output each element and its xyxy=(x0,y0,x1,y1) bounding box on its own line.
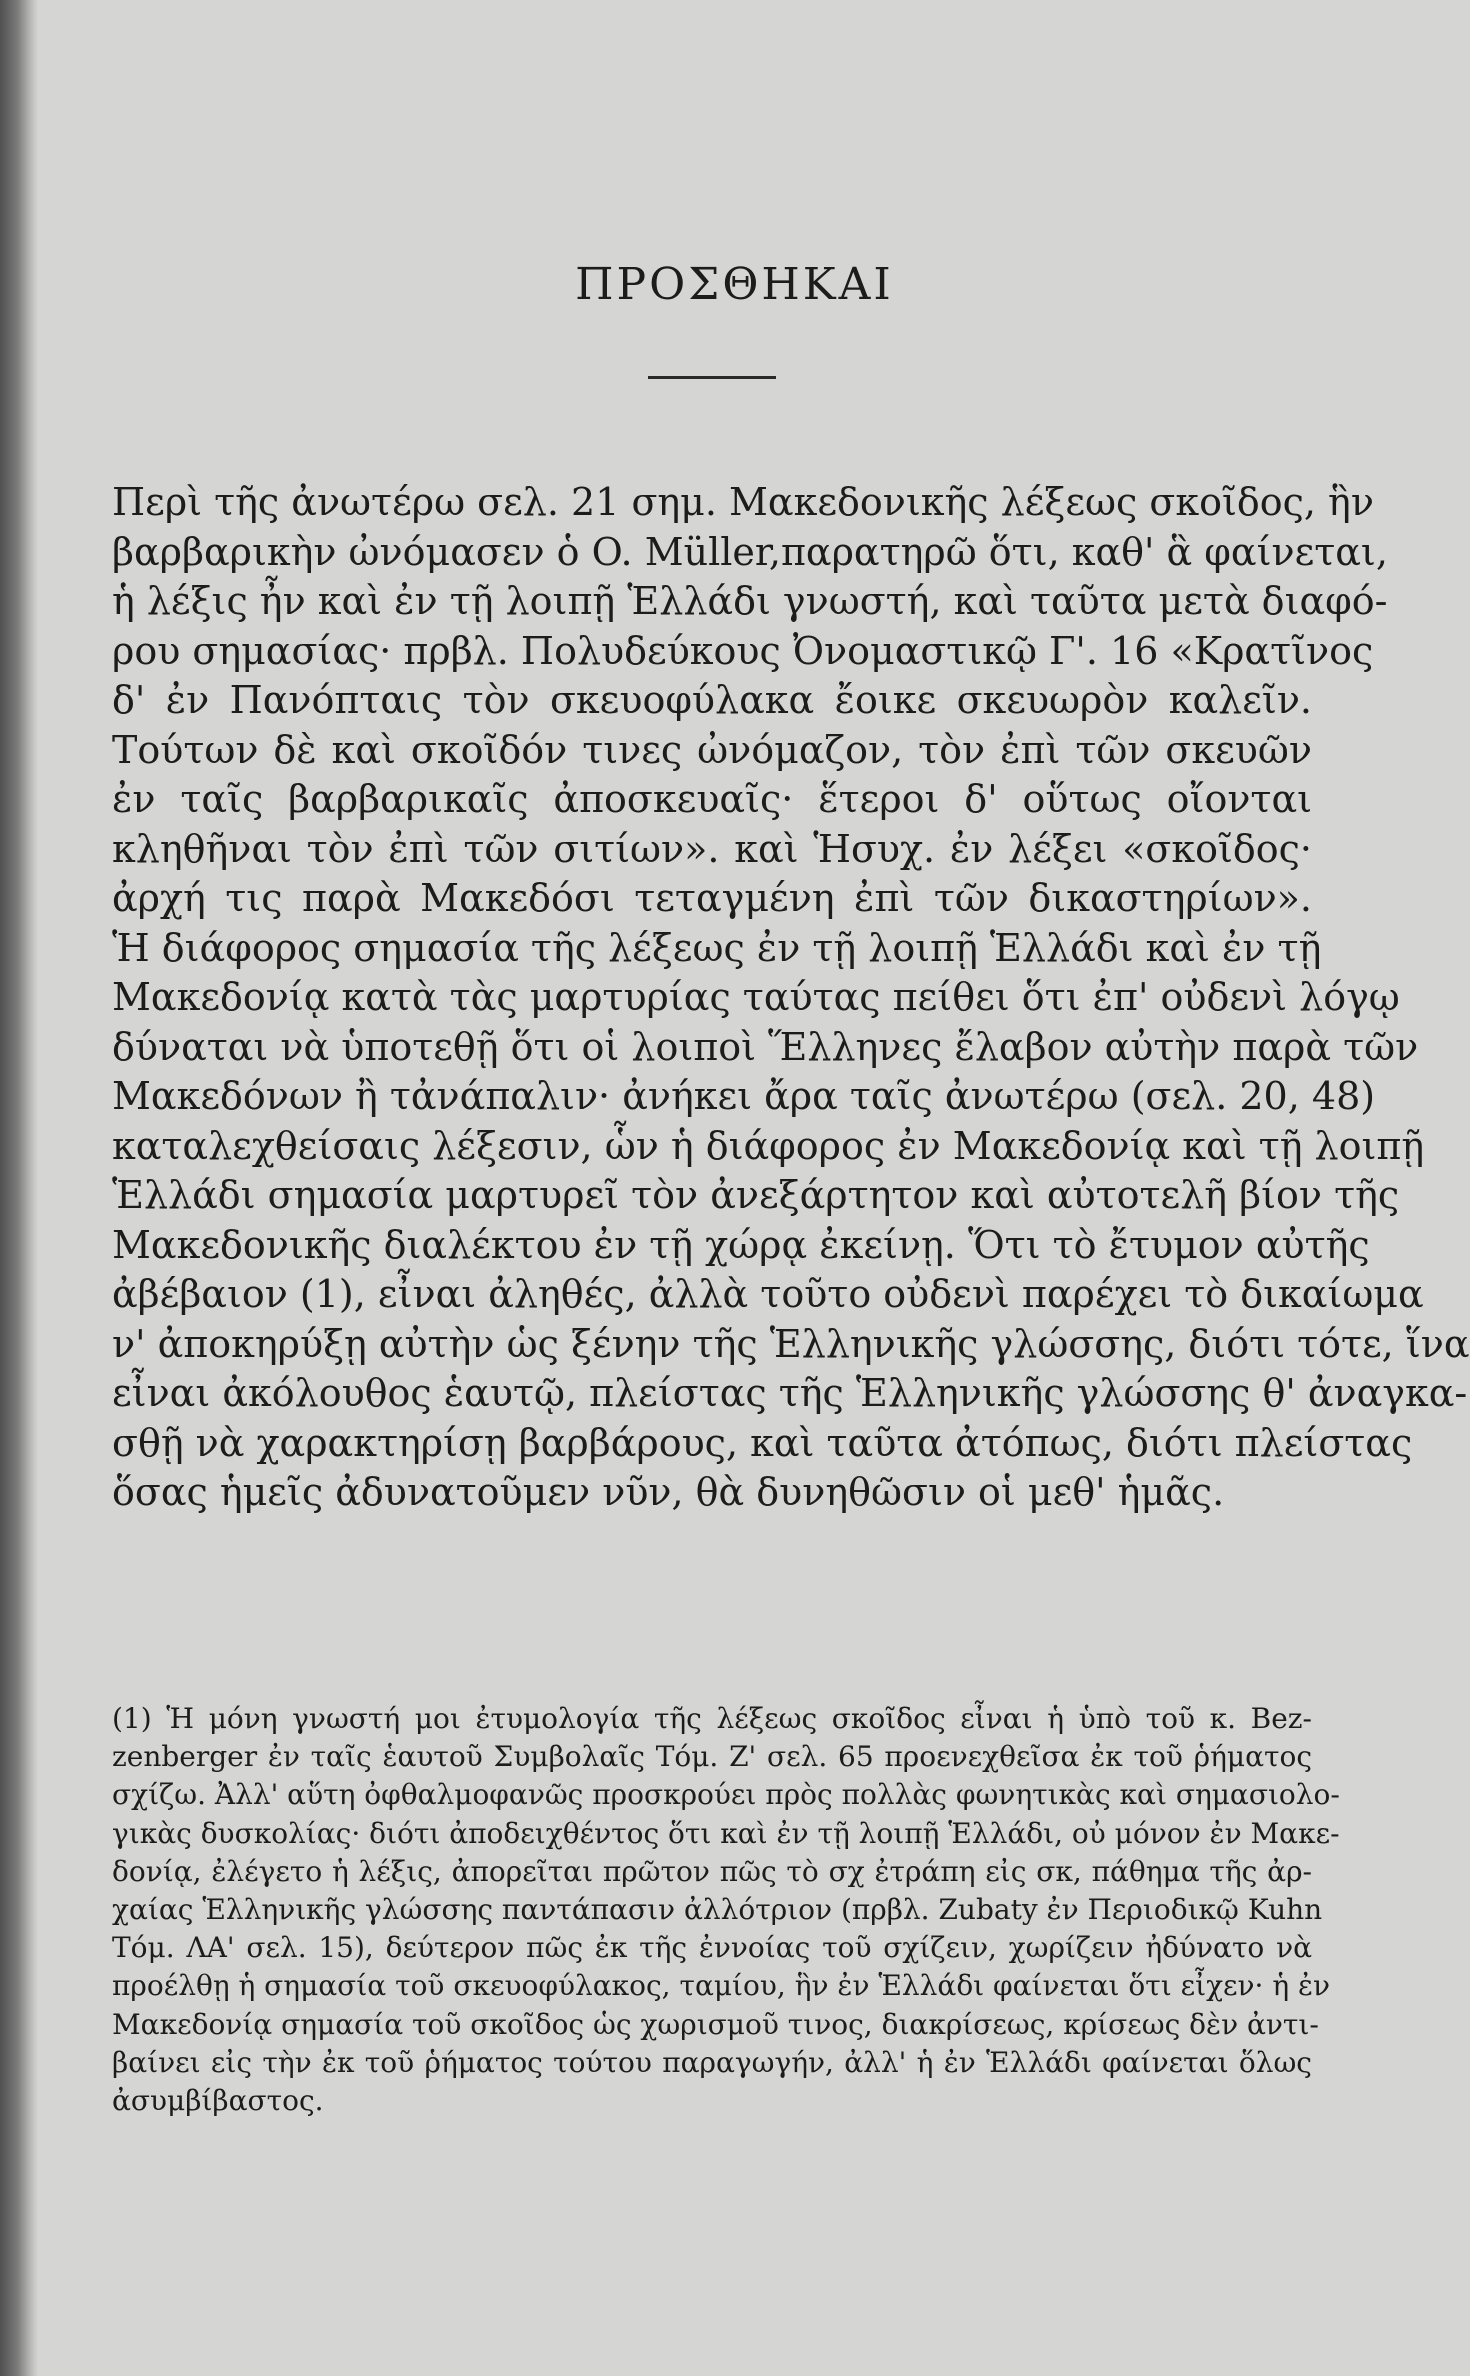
text-line: ἐν ταῖς βαρβαρικαῖς ἀποσκευαῖς· ἕτεροι δ' οὕτως οἴονται xyxy=(112,777,1312,821)
footnote-line: σχίζω. Ἀλλ' αὕτη ὀφθαλμοφανῶς προσκρούει πρὸς πολλὰς φωνητικὰς καὶ σημασιολο- xyxy=(112,1778,1340,1812)
main-text xyxy=(112,478,1470,1518)
footnote-line: προέλθῃ ἡ σημασία τοῦ σκευοφύλακος, ταμίου, ἣν ἐν Ἑλλάδι φαίνεται ὅτι εἶχεν· ἡ ἐν xyxy=(112,1969,1331,2003)
footnote-line: Μακεδονίᾳ σημασία τοῦ σκοῖδος ὡς χωρισμοῦ τινος, διακρίσεως, κρίσεως δὲν ἀντι- xyxy=(112,2007,1319,2041)
text-line: Περὶ τῆς ἀνωτέρω σελ. 21 σημ. Μακεδονικῆς λέξεως σκοῖδος, ἣν xyxy=(112,480,1374,524)
footnote-line: δονίᾳ, ἐλέγετο ἡ λέξις, ἀπορεῖται πρῶτον πῶς τὸ σχ ἐτράπη εἰς σκ, πάθημα τῆς ἀρ- xyxy=(112,1854,1312,1888)
page-title: ΠΡΟΣΘΗΚΑΙ xyxy=(575,259,894,310)
footnote-line: χαίας Ἑλληνικῆς γλώσσης παντάπασιν ἀλλότριον (πρβλ. Zubaty ἐν Περιοδικῷ Kuhn xyxy=(112,1892,1323,1926)
text-line: σθῇ νὰ χαρακτηρίσῃ βαρβάρους, καὶ ταῦτα ἀτόπως, διότι πλείστας xyxy=(112,1420,1413,1465)
text-line: δύναται νὰ ὑποτεθῇ ὅτι οἱ λοιποὶ Ἕλληνες ἔλαβον αὐτὴν παρὰ τῶν xyxy=(112,1024,1419,1069)
text-line: κληθῆναι τὸν ἐπὶ τῶν σιτίων». καὶ Ἡσυχ. ἐν λέξει «σκοῖδος· xyxy=(112,826,1312,871)
text-line: βαρβαρικὴν ὠνόμασεν ὁ O. Müller,παρατηρῶ ὅτι, καθ' ἃ φαίνεται, xyxy=(112,529,1388,574)
text-line: ρου σημασίας· πρβλ. Πολυδεύκους Ὀνομαστικῷ Γ'. 16 «Κρατῖνος xyxy=(112,628,1374,673)
title-rule xyxy=(648,376,776,379)
text-line: Τούτων δὲ καὶ σκοῖδόν τινες ὠνόμαζον, τὸν ἐπὶ τῶν σκευῶν xyxy=(112,727,1312,772)
footnote-line: ἀσυμβίβαστος. xyxy=(112,2083,324,2117)
text-line: δ' ἐν Πανόπταις τὸν σκευοφύλακα ἔοικε σκευωρὸν καλεῖν. xyxy=(112,678,1312,722)
text-line: Ἡ διάφορος σημασία τῆς λέξεως ἐν τῇ λοιπῇ Ἑλλάδι καὶ ἐν τῇ xyxy=(112,925,1322,970)
footnote-line: zenberger ἐν ταῖς ἑαυτοῦ Συμβολαῖς Τόμ. Ζ' σελ. 65 προενεχθεῖσα ἐκ τοῦ ῥήματος xyxy=(112,1740,1312,1774)
text-line: ἡ λέξις ἦν καὶ ἐν τῇ λοιπῇ Ἑλλάδι γνωστή, καὶ ταῦτα μετὰ διαφό- xyxy=(112,579,1388,623)
footnote-line: Τόμ. ΛΑ' σελ. 15), δεύτερον πῶς ἐκ τῆς ἐννοίας τοῦ σχίζειν, χωρίζειν ἠδύνατο νὰ xyxy=(112,1931,1312,1965)
text-line: Μακεδονικῆς διαλέκτου ἐν τῇ χώρᾳ ἐκείνῃ. Ὅτι τὸ ἔτυμον αὐτῆς xyxy=(112,1222,1370,1267)
text-line: Μακεδονίᾳ κατὰ τὰς μαρτυρίας ταύτας πείθει ὅτι ἐπ' οὐδενὶ λόγῳ xyxy=(112,975,1400,1019)
text-line: εἶναι ἀκόλουθος ἑαυτῷ, πλείστας τῆς Ἑλληνικῆς γλώσσης θ' ἀναγκα- xyxy=(112,1371,1468,1415)
text-line: ὅσας ἡμεῖς ἀδυνατοῦμεν νῦν, θὰ δυνηθῶσιν οἱ μεθ' ἡμᾶς. xyxy=(112,1470,1225,1514)
text-line: ν' ἀποκηρύξῃ αὐτὴν ὡς ξένην τῆς Ἑλληνικῆς γλώσσης, διότι τότε, ἵνα xyxy=(112,1321,1470,1366)
text-line: καταλεχθείσαις λέξεσιν, ὧν ἡ διάφορος ἐν Μακεδονίᾳ καὶ τῇ λοιπῇ xyxy=(112,1123,1425,1168)
text-line: ἀρχή τις παρὰ Μακεδόσι τεταγμένη ἐπὶ τῶν δικαστηρίων». xyxy=(112,876,1312,920)
footnote-line: γικὰς δυσκολίας· διότι ἀποδειχθέντος ὅτι καὶ ἐν τῇ λοιπῇ Ἑλλάδι, οὐ μόνον ἐν Μακε- xyxy=(112,1816,1340,1850)
footnote-line: βαίνει εἰς τὴν ἐκ τοῦ ῥήματος τούτου παραγωγήν, ἀλλ' ἡ ἐν Ἑλλάδι φαίνεται ὅλως xyxy=(112,2045,1312,2079)
footnote-line: (1) Ἡ μόνη γνωστή μοι ἐτυμολογία τῆς λέξεως σκοῖδος εἶναι ἡ ὑπὸ τοῦ κ. Bez- xyxy=(112,1702,1312,1735)
text-line: ἀβέβαιον (1), εἶναι ἀληθές, ἀλλὰ τοῦτο οὐδενὶ παρέχει τὸ δικαίωμα xyxy=(112,1272,1424,1316)
footnote xyxy=(112,1700,1340,2120)
text-line: Ἑλλάδι σημασία μαρτυρεῖ τὸν ἀνεξάρτητον καὶ αὐτοτελῆ βίον τῆς xyxy=(112,1173,1400,1217)
text-line: Μακεδόνων ἢ τἀνάπαλιν· ἀνήκει ἄρα ταῖς ἀνωτέρω (σελ. 20, 48) xyxy=(112,1074,1376,1118)
